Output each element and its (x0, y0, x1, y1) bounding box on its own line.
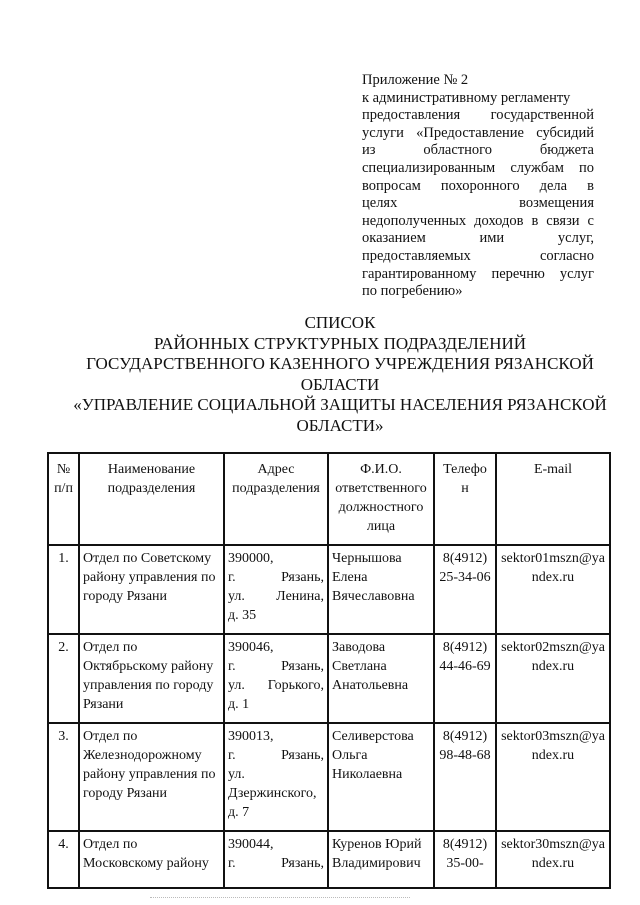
header-name: Наименование подразделения (79, 453, 224, 545)
row-person-text: Куренов Юрий Владимирович (332, 837, 422, 871)
address-line: г. Рязань, (228, 570, 324, 585)
appendix-line: из областного бюджета (362, 142, 594, 159)
row-email: sektor02mszn@yandex.ru (496, 634, 610, 723)
row-name (79, 831, 224, 888)
appendix-line: по погребению» (362, 283, 463, 300)
row-person: Заводова Светлана Анатольевна (328, 634, 434, 723)
title-line: ОБЛАСТИ (300, 374, 380, 394)
row-address (224, 634, 328, 723)
header-email: E-mail (496, 453, 610, 545)
row-phone (434, 831, 496, 888)
title-line: СПИСОК (304, 313, 376, 332)
row-address (224, 545, 328, 634)
row-name: Отдел по Октябрьскому району управления по городу Рязани (79, 634, 224, 723)
row-person: Селиверстова Ольга Николаевна (328, 723, 434, 831)
address-line: д. 1 (228, 697, 250, 712)
address-line: г. Рязань, (228, 659, 324, 674)
table-row (48, 545, 610, 634)
row-num: 2. (48, 634, 79, 723)
appendix-line: гарантированному перечню услуг (362, 265, 594, 282)
address-line: 390013, (228, 729, 274, 744)
row-name-text: Отдел по Московскому району (83, 837, 209, 871)
appendix-line: специализированным службам по (362, 159, 594, 176)
table-row (48, 723, 610, 831)
row-person: Чернышова Елена Вячеславовна (328, 545, 434, 634)
header-address: Адрес подразделения (224, 453, 328, 545)
address-line: 390046, (228, 640, 274, 655)
appendix-heading: Приложение № 2 (362, 72, 469, 88)
row-name: Отдел по Советскому району управления по городу Рязани (79, 545, 224, 634)
row-address (224, 831, 328, 888)
appendix-block (362, 72, 594, 301)
row-email: sektor03mszn@yandex.ru (496, 723, 610, 831)
appendix-line: оказанием ими услуг, (362, 230, 594, 247)
row-num (48, 831, 79, 888)
address-line: г. Рязань, (228, 856, 324, 871)
header-num: № п/п (48, 453, 79, 545)
appendix-line: целях возмещения (362, 195, 594, 212)
row-phone: 8(4912) 25-34-06 (434, 545, 496, 634)
appendix-line: вопросам похоронного дела в (362, 177, 594, 194)
appendix-line: предоставления государственной (362, 107, 594, 124)
title-line: ГОСУДАРСТВЕННОГО КАЗЕННОГО УЧРЕЖДЕНИЯ РЯЗАНСКОЙ (86, 354, 594, 373)
address-line: ул. Дзержинского, д. 7 (228, 767, 317, 820)
row-email-text: sektor30mszn@yandex.ru (501, 837, 605, 871)
address-line: 390000, (228, 551, 274, 566)
row-phone-text: 8(4912) 35-00- (442, 837, 488, 871)
table-row (48, 831, 610, 888)
row-phone: 8(4912) 98-48-68 (434, 723, 496, 831)
header-person: Ф.И.О. ответственного должностного лица (328, 453, 434, 545)
row-address (224, 723, 328, 831)
row-name: Отдел по Железнодорожному району управления по городу Рязани (79, 723, 224, 831)
address-line: г. Рязань, (228, 748, 324, 763)
table-header-row (48, 453, 610, 545)
row-email (496, 831, 610, 888)
row-num: 3. (48, 723, 79, 831)
table-row (48, 634, 610, 723)
header-phone: Телефо н (434, 453, 496, 545)
document-title (60, 313, 620, 436)
title-line: ОБЛАСТИ» (296, 415, 384, 435)
appendix-line: предоставляемых согласно (362, 247, 594, 264)
row-num-text: 4. (58, 837, 69, 852)
row-email: sektor01mszn@yandex.ru (496, 545, 610, 634)
row-person (328, 831, 434, 888)
title-line: «УПРАВЛЕНИЕ СОЦИАЛЬНОЙ ЗАЩИТЫ НАСЕЛЕНИЯ РЯЗАНСКОЙ (73, 395, 607, 414)
title-line: РАЙОННЫХ СТРУКТУРНЫХ ПОДРАЗДЕЛЕНИЙ (153, 333, 527, 353)
units-table (47, 452, 611, 889)
page-edge-line (150, 897, 410, 899)
appendix-line: услуги «Предоставление субсидий (362, 124, 594, 141)
row-num: 1. (48, 545, 79, 634)
address-line: ул. Горького, (228, 678, 324, 693)
appendix-line: недополученных доходов в связи с (362, 212, 594, 229)
address-line: 390044, (228, 837, 274, 852)
address-cut (228, 835, 324, 879)
address-line: д. 35 (228, 608, 257, 623)
appendix-line: к административному регламенту (362, 89, 571, 106)
row-phone: 8(4912) 44-46-69 (434, 634, 496, 723)
address-line: ул. Ленина, (228, 589, 324, 604)
